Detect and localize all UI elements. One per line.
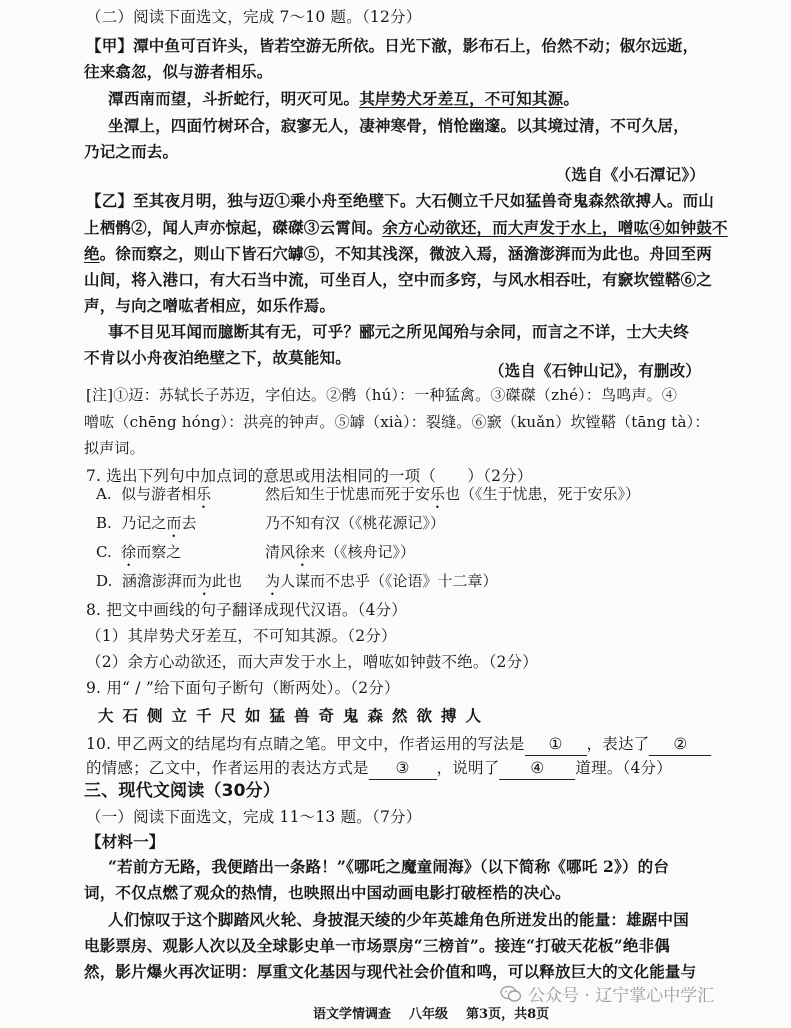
material-line: 电影票房、观影人次以及全球影史单一市场票房“三榜首”。接连“打破天花板”绝非偶	[84, 936, 670, 955]
material-label: 【材料一】	[86, 832, 165, 851]
wechat-icon	[500, 985, 522, 1003]
note-line: [注]①迈：苏轼长子苏迈，字伯达。②鹘（hú）：一种猛禽。③磔磔（zhé）：鸟鸣声。④	[86, 386, 678, 404]
source-citation: （选自《小石潭记》）	[555, 165, 705, 184]
answer-blank-3[interactable]: ③	[369, 757, 437, 780]
option-a: A. 似与游者相乐	[96, 485, 212, 503]
passage-yi-line: 山间，将入港口，有大石当中流，可坐百人，空中而多窍，与风水相吞吐，有窾坎镗鞳⑥之	[84, 270, 713, 289]
option-b-compare: 乃不知有汉（《桃花源记》）	[265, 514, 446, 532]
section-header: （二）阅读下面选文，完成 7～10 题。（12分）	[86, 8, 422, 26]
question-7: 7. 选出下列句中加点词的意思或用法相同的一项（ ）（2分）	[86, 467, 533, 485]
passage-yi-line: 声，与向之噌吰者相应，如乐作焉。	[84, 296, 336, 315]
question-10-cont: 的情感；乙文中，作者运用的表达方式是 ③ ，说明了 ④ 道理。（4分）	[86, 757, 727, 780]
passage-yi-line: 绝。徐而察之，则山下皆石穴罅⑤，不知其浅深，微波入焉，涵澹澎湃而为此也。舟回至两	[84, 244, 713, 263]
passage-jia-line: 潭西南而望，斗折蛇行，明灭可见。其岸势犬牙差互，不可知其源。	[108, 89, 580, 108]
option-c-compare: 清风徐来（《核舟记》）	[265, 543, 416, 561]
passage-jia-line: 【甲】潭中鱼可百许头，皆若空游无所依。日光下澈，影布石上，佁然不动；俶尔远逝，	[86, 36, 699, 55]
option-a-compare: 然后知生于忧患而死于安乐也（《生于忧患，死于安乐》）	[265, 485, 641, 503]
passage-jia-line: 坐潭上，四面竹树环合，寂寥无人，凄神寒骨，悄怆幽邃。以其境过清，不可久居，	[108, 116, 689, 135]
note-line: 拟声词。	[84, 439, 145, 457]
page-footer: 语文学情调查 八年级 第3页，共8页	[313, 1007, 550, 1022]
question-8-sub2: （2）余方心动欲还，而大声发于水上，噌吰如钟鼓不绝。（2分）	[86, 653, 538, 671]
passage-yi-line: 不肯以小舟夜泊绝壁之下，故莫能知。	[84, 348, 351, 367]
note-line: 噌吰（chēng hóng）：洪亮的钟声。⑤罅（xià）：裂缝。⑥窾（kuǎn）坎镗鞳（tāng tà）：	[84, 413, 710, 431]
material-line: “若前方无路，我便踏出一条路！”《哪吒之魔童闹海》（以下简称《哪吒 2》）的台	[108, 857, 670, 876]
passage-jia-line: 往来翕忽，似与游者相乐。	[84, 62, 273, 81]
option-c: C. 徐而察之	[96, 543, 182, 561]
answer-blank-2[interactable]: ②	[649, 733, 711, 756]
section-3-title: 三、现代文阅读（30分）	[84, 781, 281, 801]
material-line: 词，不仅点燃了观众的热情，也映照出中国动画电影打破桎梏的决心。	[84, 883, 571, 902]
option-d: D. 涵澹澎湃而为此也	[96, 572, 242, 590]
sentence-to-punctuate: 大石侧立千尺如猛兽奇鬼森然欲搏人	[98, 706, 491, 725]
question-8: 8. 把文中画线的句子翻译成现代汉语。（4分）	[86, 601, 407, 619]
option-b: B. 乃记之而去	[96, 514, 197, 532]
material-line: 人们惊叹于这个脚踏风火轮、身披混天绫的少年英雄角色所迸发出的能量：雄踞中国	[108, 910, 689, 929]
passage-jia-line: 乃记之而去。	[84, 142, 179, 161]
option-d-compare: 为人谋而不忠乎（《论语》十二章）	[265, 572, 498, 590]
section-3-subheader: （一）阅读下面选文，完成 11～13 题。（7分）	[86, 808, 422, 826]
material-line: 然，影片爆火再次证明：厚重文化基因与现代社会价值和鸣，可以释放巨大的文化能量与	[84, 962, 697, 981]
passage-yi-line: 【乙】至其夜月明，独与迈①乘小舟至绝壁下。大石侧立千尺如猛兽奇鬼森然欲搏人。而山	[86, 191, 715, 210]
underlined-sentence: 余方心动欲还，而大声发于水上，噌吰④如钟鼓不	[382, 218, 728, 237]
underlined-sentence: 其岸势犬牙差互，不可知其源	[359, 89, 564, 108]
passage-yi-line: 上栖鹘②，闻人声亦惊起，磔磔③云霄间。余方心动欲还，而大声发于水上，噌吰④如钟鼓不	[84, 218, 728, 237]
source-citation: （选自《石钟山记》，有删改）	[488, 361, 701, 380]
passage-yi-line: 事不目见耳闻而臆断其有无，可乎？郦元之所见闻殆与余同，而言之不详，士大夫终	[108, 322, 689, 341]
answer-blank-1[interactable]: ①	[525, 733, 587, 756]
question-8-sub1: （1）其岸势犬牙差互，不可知其源。（2分）	[86, 627, 397, 645]
question-10: 10. 甲乙两文的结尾均有点睛之笔。甲文中，作者运用的写法是 ① ，表达了 ②	[86, 733, 727, 756]
watermark: 公众号 · 辽宁掌心中学汇	[500, 981, 714, 1006]
question-9: 9. 用“ / ”给下面句子断句（断两处）。（2分）	[86, 679, 400, 697]
answer-blank-4[interactable]: ④	[499, 757, 575, 780]
